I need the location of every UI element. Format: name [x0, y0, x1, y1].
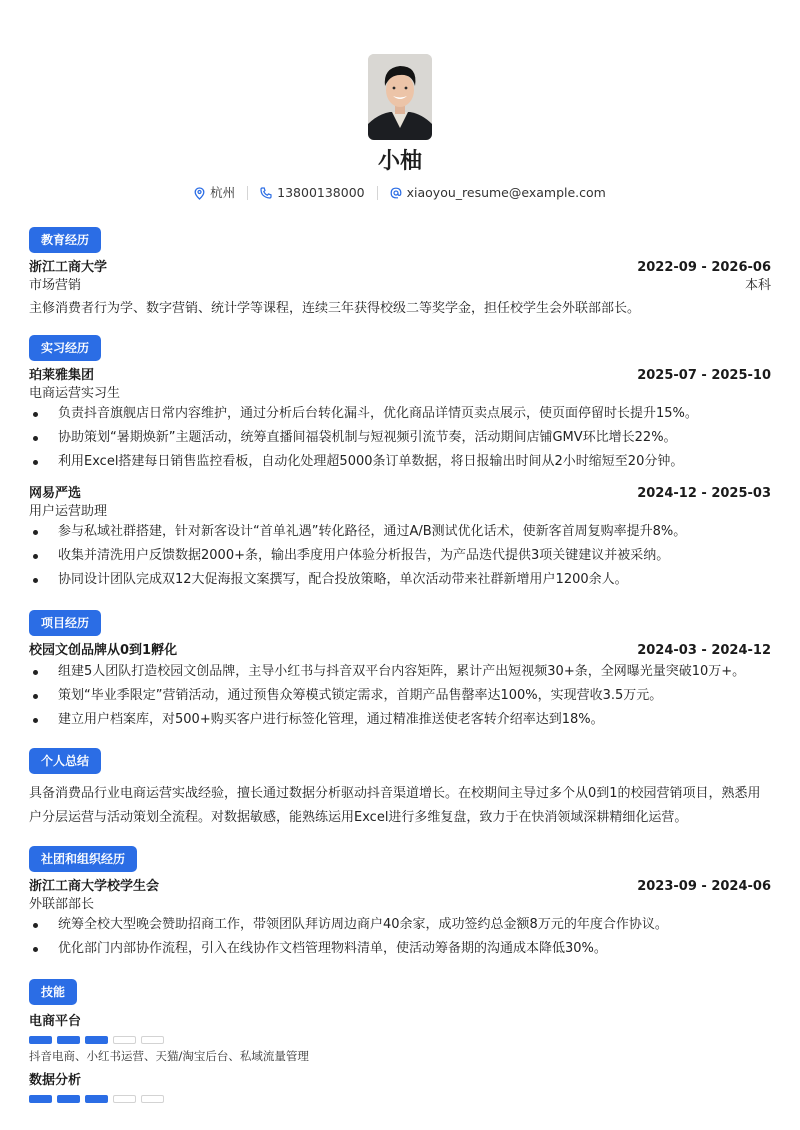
section-projects [29, 610, 771, 732]
job-role: 用户运营助理 [29, 504, 108, 519]
section-title-summary: 个人总结 [29, 748, 101, 774]
bullet-item: 策划“毕业季限定”营销活动，通过预售众筹模式锁定需求，首期产品售罄率达100%，实现营收3.5万元。 [29, 684, 771, 708]
company-name: 珀莱雅集团 [29, 368, 95, 383]
major: 市场营销 [29, 278, 82, 293]
skill-level-segment-empty [141, 1095, 164, 1103]
project-name: 校园文创品牌从0到1孵化 [29, 643, 178, 658]
section-internship [29, 335, 771, 592]
education-description: 主修消费者行为学、数字营销、统计学等课程，连续三年获得校级二等奖学金，担任校学生会外联部部长。 [29, 301, 641, 316]
profile-photo [368, 54, 432, 140]
summary-text [29, 782, 771, 830]
degree: 本科 [744, 278, 771, 293]
bullet-item: 负责抖音旗舰店日常内容维护，通过分析后台转化漏斗，优化商品详情页卖点展示，使页面停留时长提升15%。 [29, 402, 771, 426]
skill-level-segment-empty [113, 1095, 136, 1103]
section-title-skills: 技能 [29, 979, 77, 1005]
skill-name: 电商平台 [29, 1014, 82, 1029]
phone-text[interactable]: 13800138000 [277, 185, 365, 200]
school-name: 浙江工商大学 [29, 260, 108, 275]
bullet-item: 统筹全校大型晚会赞助招商工作，带领团队拜访周边商户40余家，成功签约总金额8万元的年度合作协议。 [29, 913, 771, 937]
skill-description: 抖音电商、小红书运营、天猫/淘宝后台、私域流量管理 [29, 1049, 309, 1063]
skill-level-segment-filled [29, 1036, 52, 1044]
organization-date: 2023-09 - 2024-06 [637, 879, 771, 894]
section-summary [29, 748, 771, 830]
contact-divider [377, 186, 378, 200]
skill-level-segment-empty [141, 1036, 164, 1044]
skill-level-segment-filled [85, 1095, 108, 1103]
bullet-list [29, 520, 771, 592]
summary-line: 户分层运营与活动策划全流程。对数据敏感，能熟练运用Excel进行多维复盘，致力于在快消领域深耕精细化运营。 [29, 810, 688, 825]
internship-date: 2025-07 - 2025-10 [637, 368, 771, 383]
skill-level-segment-filled [57, 1036, 80, 1044]
skill-level-segment-filled [29, 1095, 52, 1103]
bullet-item: 建立用户档案库，对500+购买客户进行标签化管理，通过精准推送使老客转介绍率达到18%。 [29, 708, 771, 732]
internship-entry [29, 485, 771, 592]
candidate-name: 小柚 [377, 149, 422, 174]
contact-email [390, 185, 606, 201]
contact-phone [260, 185, 364, 201]
section-organizations [29, 846, 771, 961]
section-title-projects: 项目经历 [29, 610, 101, 636]
project-date: 2024-03 - 2024-12 [637, 643, 771, 658]
section-skills [29, 979, 771, 1103]
bullet-item: 组建5人团队打造校园文创品牌，主导小红书与抖音双平台内容矩阵，累计产出短视频30+条，全网曝光量突破10万+。 [29, 660, 771, 684]
bullet-item: 优化部门内部协作流程，引入在线协作文档管理物料清单，使活动筹备期的沟通成本降低30%。 [29, 937, 771, 961]
organization-entry [29, 878, 771, 961]
skill-level-segment-empty [113, 1036, 136, 1044]
bullet-list [29, 913, 771, 961]
section-title-education: 教育经历 [29, 227, 101, 253]
skill-level-bar [29, 1036, 771, 1044]
summary-line: 具备消费品行业电商运营实战经验，擅长通过数据分析驱动抖音渠道增长。在校期间主导过多个从0到1的校园营销项目，熟悉用 [29, 786, 761, 801]
email-text[interactable]: xiaoyou_resume@example.com [406, 185, 606, 200]
skill-name: 数据分析 [29, 1073, 82, 1088]
skill-level-segment-filled [57, 1095, 80, 1103]
project-entry [29, 642, 771, 732]
bullet-item: 参与私域社群搭建，针对新客设计“首单礼遇”转化路径，通过A/B测试优化话术，使新客首周复购率提升8%。 [29, 520, 771, 544]
skill-level-bar [29, 1095, 771, 1103]
email-at-icon [390, 187, 402, 199]
bullet-list [29, 402, 771, 474]
contact-location [194, 185, 235, 201]
bullet-list [29, 660, 771, 732]
phone-icon [260, 187, 272, 199]
organization-name: 浙江工商大学校学生会 [29, 879, 160, 894]
job-role: 电商运营实习生 [29, 386, 121, 401]
section-title-organizations: 社团和组织经历 [29, 846, 137, 872]
education-entry [29, 259, 771, 321]
bullet-item: 收集并清洗用户反馈数据2000+条，输出季度用户体验分析报告，为产品迭代提供3项关键建议并被采纳。 [29, 544, 771, 568]
location-text: 杭州 [210, 185, 236, 200]
section-education [29, 227, 771, 321]
bullet-item: 利用Excel搭建每日销售监控看板，自动化处理超5000条订单数据，将日报输出时间从2小时缩短至20分钟。 [29, 450, 771, 474]
internship-date: 2024-12 - 2025-03 [637, 486, 771, 501]
contact-row [29, 185, 771, 201]
skill-item [29, 1013, 771, 1064]
internship-entry [29, 367, 771, 474]
section-title-internship: 实习经历 [29, 335, 101, 361]
company-name: 网易严选 [29, 486, 82, 501]
location-pin-icon [194, 187, 205, 200]
contact-divider [247, 186, 248, 200]
organization-role: 外联部部长 [29, 897, 95, 912]
skill-level-segment-filled [85, 1036, 108, 1044]
education-date: 2022-09 - 2026-06 [637, 260, 771, 275]
bullet-item: 协助策划“暑期焕新”主题活动，统筹直播间福袋机制与短视频引流节奏，活动期间店铺GMV环比增长22%。 [29, 426, 771, 450]
skill-item [29, 1072, 771, 1103]
bullet-item: 协同设计团队完成双12大促海报文案撰写，配合投放策略，单次活动带来社群新增用户1200余人。 [29, 568, 771, 592]
resume-header [29, 0, 771, 201]
